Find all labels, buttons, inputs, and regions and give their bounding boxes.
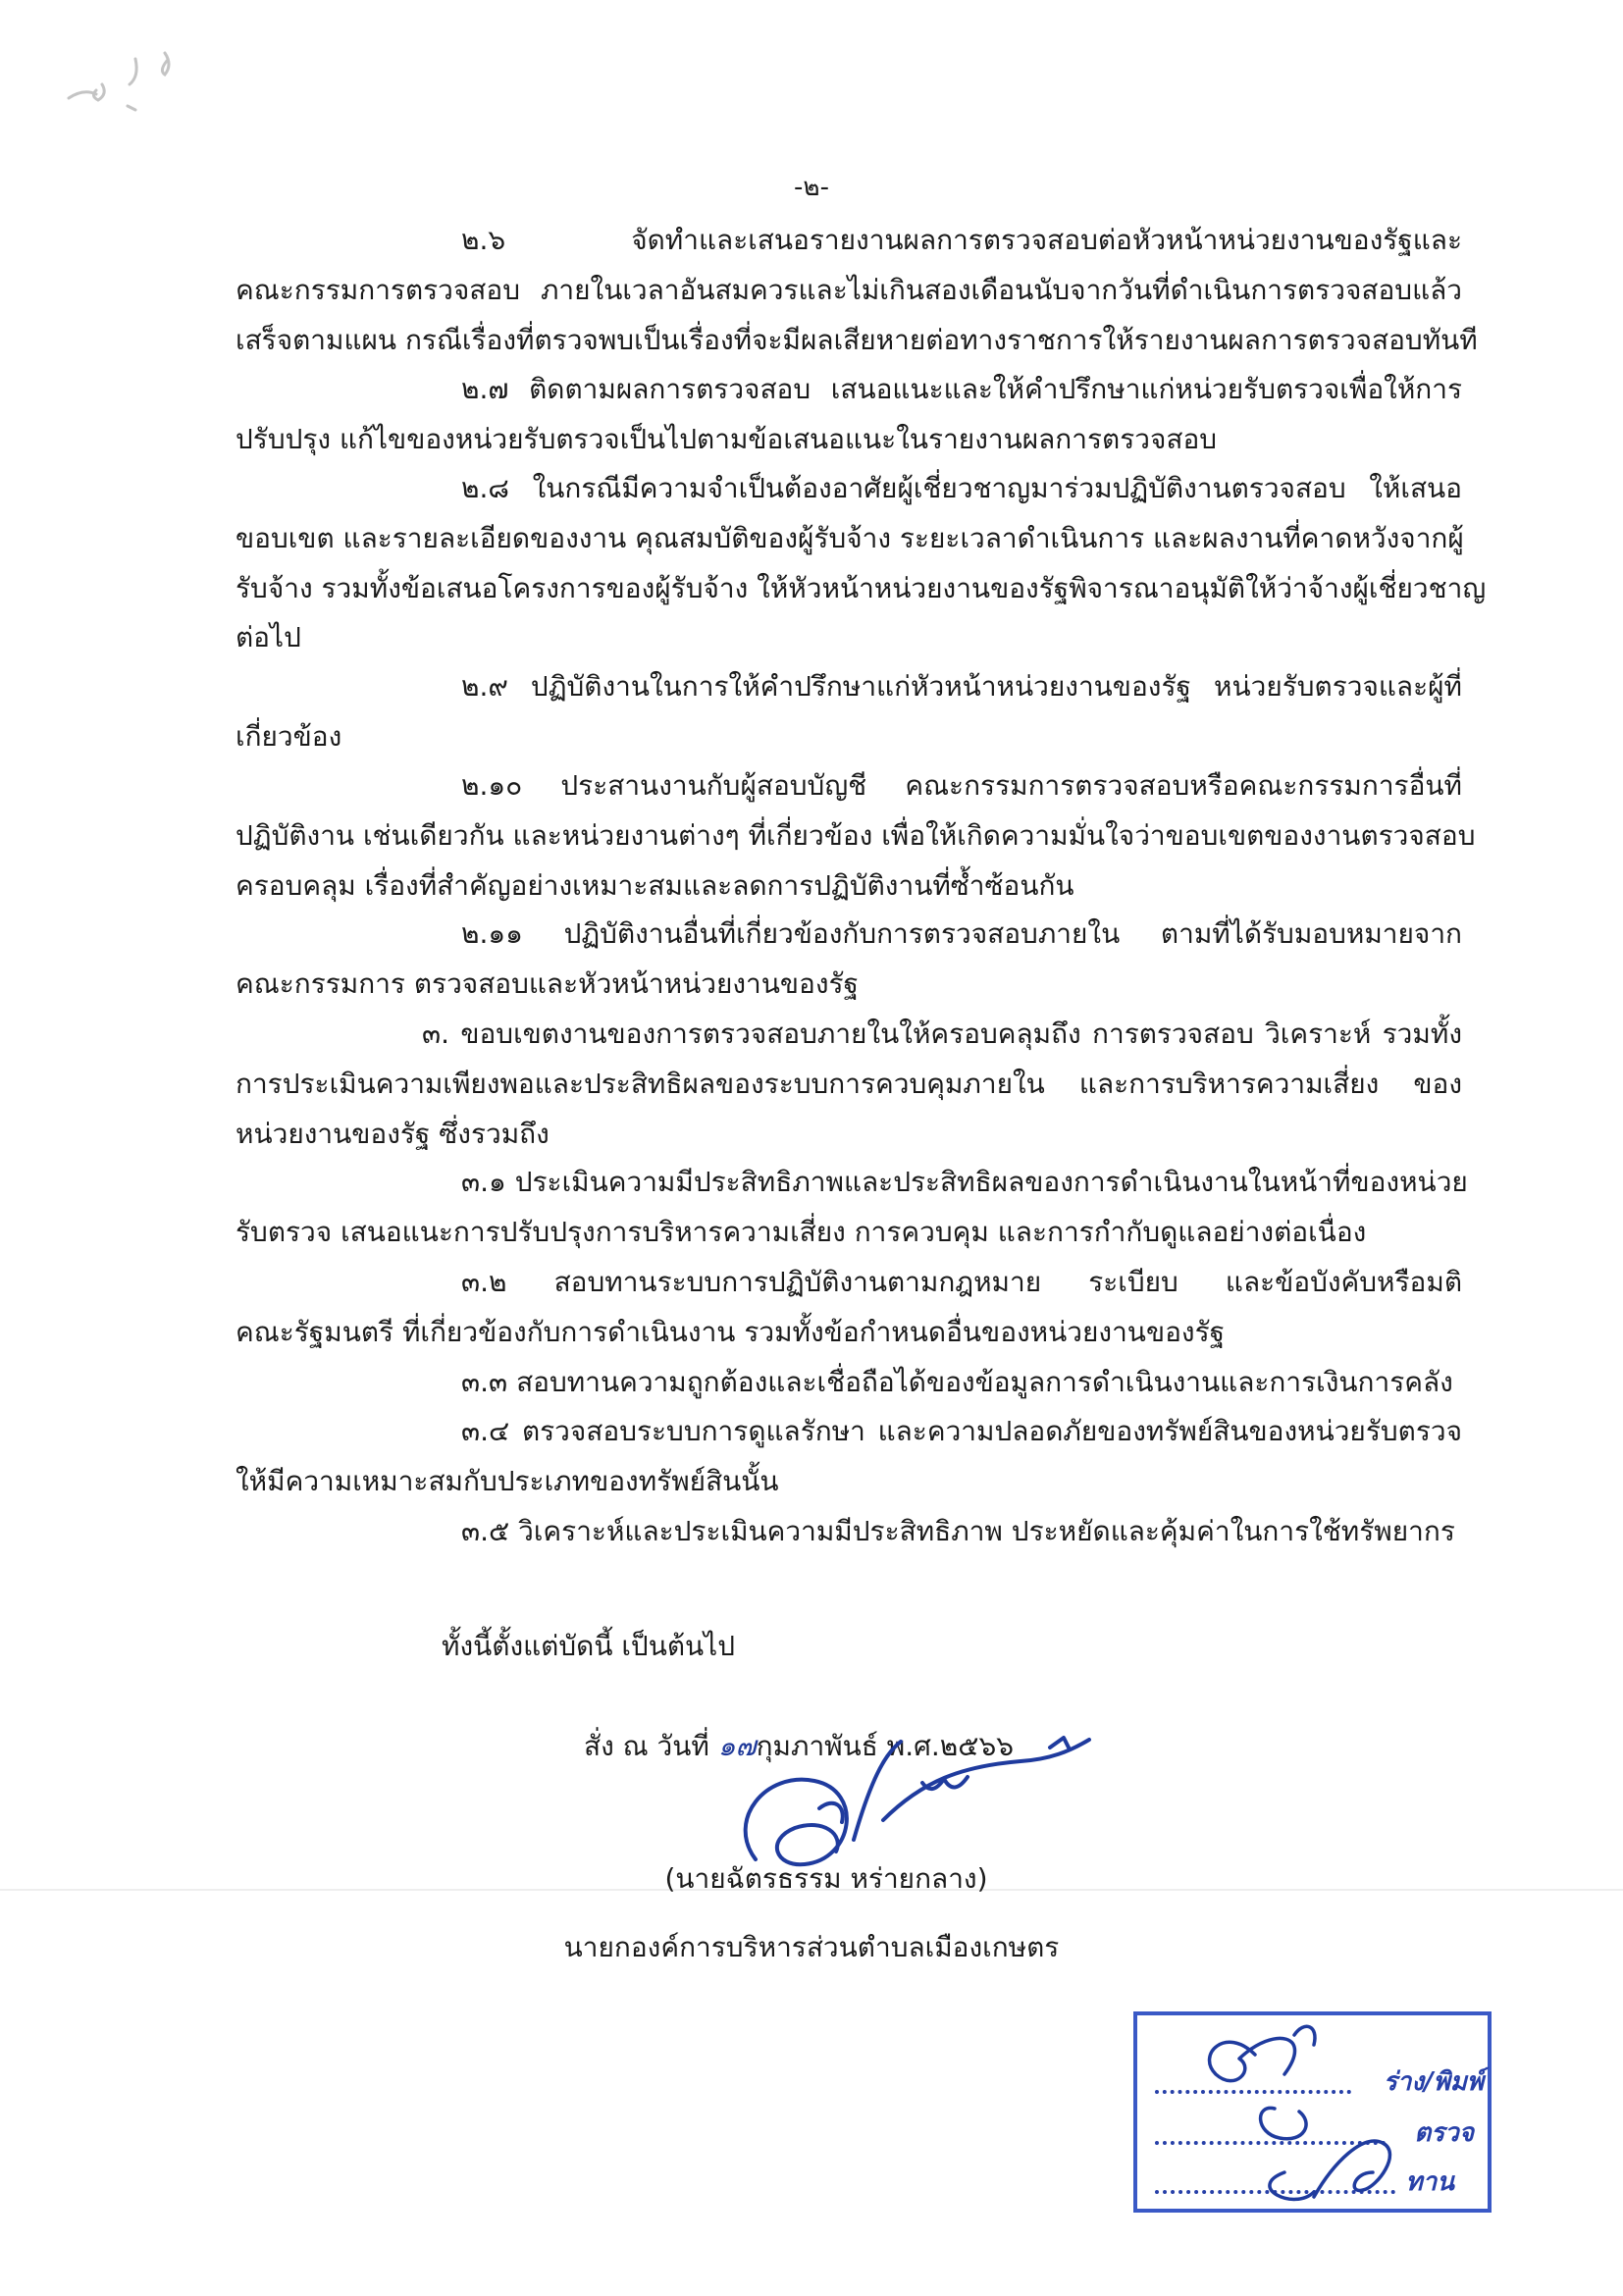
paragraph-line: คณะรัฐมนตรี ที่เกี่ยวข้องกับการดำเนินงาน รวมทั้งข้อกำหนดอื่นของหน่วยงานของรัฐ bbox=[236, 1315, 1226, 1348]
order-date-day: ๑๗ bbox=[717, 1730, 757, 1762]
effective-date-statement: ทั้งนี้ตั้งแต่บัดนี้ เป็นต้นไป bbox=[442, 1630, 736, 1662]
stamp-label-draft: ร่าง/พิมพ์ bbox=[1383, 2067, 1484, 2097]
paragraph-first-line: ๓.๒ สอบทานระบบการปฏิบัติงานตามกฎหมาย ระเบียบ และข้อบังคับหรือมติ bbox=[461, 1266, 1462, 1298]
paragraph-line: เกี่ยวข้อง bbox=[236, 719, 342, 753]
order-date-month-year: กุมภาพันธ์ พ.ศ.๒๕๖๖ bbox=[756, 1730, 1014, 1762]
paragraph-line: ขอบเขต และรายละเอียดของงาน คุณสมบัติของผู้รับจ้าง ระยะเวลาดำเนินการ และผลงานที่คาดหวังจากผู้ bbox=[236, 521, 1464, 554]
paragraph-first-line: ๒.๙ ปฏิบัติงานในการให้คำปรึกษาแก่หัวหน้าหน่วยงานของรัฐ หน่วยรับตรวจและผู้ที่ bbox=[461, 670, 1462, 703]
paragraph-first-line: ๒.๗ ติดตามผลการตรวจสอบ เสนอแนะและให้คำปรึกษาแก่หน่วยรับตรวจเพื่อให้การ bbox=[461, 373, 1462, 405]
paragraph-first-line: ๒.๖ จัดทำและเสนอรายงานผลการตรวจสอบต่อหัวหน้าหน่วยงานของรัฐและ bbox=[461, 224, 1462, 256]
signatory-name: (นายฉัตรธรรม หร่ายกลาง) bbox=[664, 1862, 988, 1895]
paragraph-first-line: ๓.๔ ตรวจสอบระบบการดูแลรักษา และความปลอดภัยของทรัพย์สินของหน่วยรับตรวจ bbox=[461, 1415, 1462, 1447]
order-date-prefix: สั่ง ณ วันที่ bbox=[584, 1730, 718, 1762]
paragraph-first-line: ๓.๕ วิเคราะห์และประเมินความมีประสิทธิภาพ ประหยัดและคุ้มค่าในการใช้ทรัพยากร bbox=[461, 1515, 1455, 1547]
paragraph-first-line: ๒.๑๑ ปฏิบัติงานอื่นที่เกี่ยวข้องกับการตรวจสอบภายใน ตามที่ได้รับมอบหมายจาก bbox=[461, 917, 1462, 950]
paragraph-line: ต่อไป bbox=[236, 621, 301, 654]
stamp-initials-handwriting bbox=[1137, 2015, 1495, 2217]
paragraph-line: ครอบคลุม เรื่องที่สำคัญอย่างเหมาะสมและลดการปฏิบัติงานที่ซ้ำซ้อนกัน bbox=[236, 868, 1074, 902]
review-stamp bbox=[1133, 2011, 1492, 2213]
paragraph-line: คณะกรรมการตรวจสอบ ภายในเวลาอันสมควรและไม่เกินสองเดือนนับจากวันที่ดำเนินการตรวจสอบแล้ว bbox=[236, 273, 1462, 306]
stamp-label-check: ตรวจ bbox=[1414, 2118, 1474, 2148]
paragraph-first-line: ๓. ขอบเขตงานของการตรวจสอบภายในให้ครอบคลุมถึง การตรวจสอบ วิเคราะห์ รวมทั้ง bbox=[422, 1018, 1462, 1050]
paragraph-first-line: ๒.๑๐ ประสานงานกับผู้สอบบัญชี คณะกรรมการตรวจสอบหรือคณะกรรมการอื่นที่ bbox=[461, 769, 1462, 802]
paragraph-line: การประเมินความเพียงพอและประสิทธิผลของระบบการควบคุมภายใน และการบริหารความเสี่ยง ของ bbox=[236, 1067, 1462, 1100]
paragraph-line: ปรับปรุง แก้ไขของหน่วยรับตรวจเป็นไปตามข้อเสนอแนะในรายงานผลการตรวจสอบ bbox=[236, 422, 1218, 455]
paragraph-line: เสร็จตามแผน กรณีเรื่องที่ตรวจพบเป็นเรื่องที่จะมีผลเสียหายต่อทางราชการให้รายงานผลการตรวจสอบทันที bbox=[236, 323, 1478, 356]
signatory-position: นายกองค์การบริหารส่วนตำบลเมืองเกษตร bbox=[563, 1931, 1060, 1963]
stamp-label-review: ทาน bbox=[1405, 2167, 1454, 2197]
scan-artifact-mark bbox=[59, 20, 206, 128]
paragraph-line: รับจ้าง รวมทั้งข้อเสนอโครงการของผู้รับจ้าง ให้หัวหน้าหน่วยงานของรัฐพิจารณาอนุมัติให้ว่าจ้างผู้เชี่ยวชาญ bbox=[236, 571, 1487, 604]
paragraph-line: ปฏิบัติงาน เช่นเดียวกัน และหน่วยงานต่างๆ ที่เกี่ยวข้อง เพื่อให้เกิดความมั่นใจว่าขอบเขตของงานตรวจสอบ bbox=[236, 818, 1476, 852]
paragraph-line: รับตรวจ เสนอแนะการปรับปรุงการบริหารความเสี่ยง การควบคุม และการกำกับดูแลอย่างต่อเนื่อง bbox=[236, 1215, 1367, 1248]
paragraph-line: ให้มีความเหมาะสมกับประเภทของทรัพย์สินนั้น bbox=[236, 1464, 779, 1497]
paragraph-first-line: ๓.๓ สอบทานความถูกต้องและเชื่อถือได้ของข้อมูลการดำเนินงานและการเงินการคลัง bbox=[461, 1366, 1453, 1398]
paragraph-line: คณะกรรมการ ตรวจสอบและหัวหน้าหน่วยงานของรัฐ bbox=[236, 966, 860, 1000]
paragraph-first-line: ๒.๘ ในกรณีมีความจำเป็นต้องอาศัยผู้เชี่ยวชาญมาร่วมปฏิบัติงานตรวจสอบ ให้เสนอ bbox=[461, 472, 1462, 504]
paragraph-first-line: ๓.๑ ประเมินความมีประสิทธิภาพและประสิทธิผลของการดำเนินงานในหน้าที่ของหน่วย bbox=[461, 1166, 1468, 1198]
page-number: -๒- bbox=[794, 173, 829, 202]
paragraph-line: หน่วยงานของรัฐ ซึ่งรวมถึง bbox=[236, 1117, 550, 1150]
